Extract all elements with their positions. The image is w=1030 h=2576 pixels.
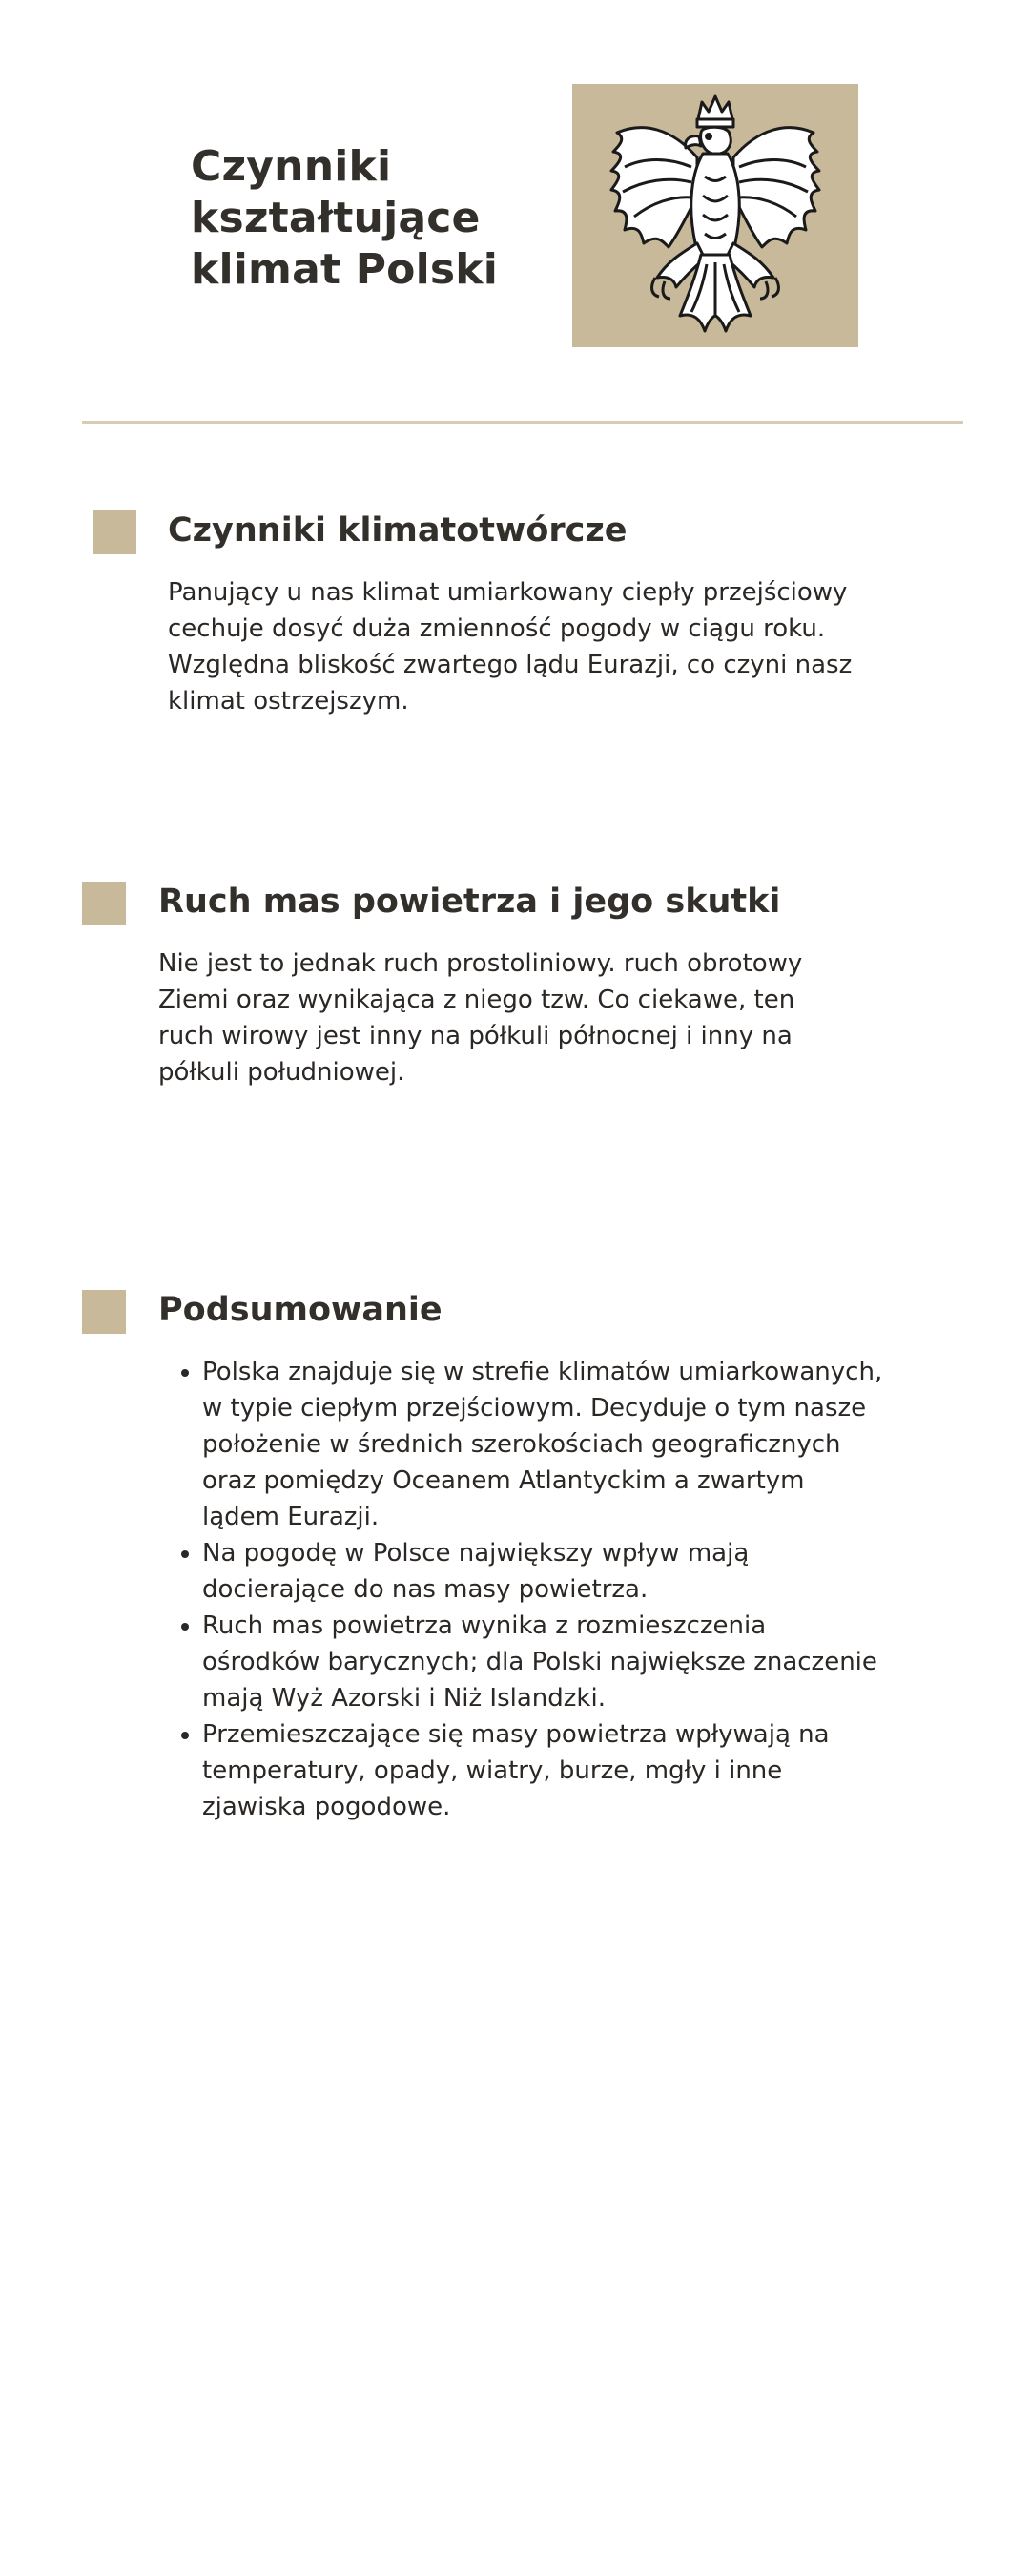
section-body: Panujący u nas klimat umiarkowany ciepły przejściowy cechuje dosyć duża zmienność pogody w ciągu roku. Względna bliskość zwartego lądu Eurazji, co czyni nasz klimat ostrzejszym. <box>168 578 853 716</box>
header-divider <box>82 421 963 424</box>
section-heading: Czynniki klimatotwórcze <box>168 511 628 550</box>
list-item: • Przemieszczające się masy powietrza wpływają na temperatury, opady, wiatry, burze, mgły i inne zjawiska pogodowe. <box>202 1716 889 1825</box>
section-marker <box>93 510 136 554</box>
list-item: • Ruch mas powietrza wynika z rozmieszczenia ośrodków barycznych; dla Polski największe znaczenie mają Wyż Azorski i Niż Islandzki. <box>202 1608 889 1716</box>
emblem-panel <box>572 84 858 347</box>
section-marker <box>82 882 126 925</box>
section-body: Nie jest to jednak ruch prostoliniowy. ruch obrotowy Ziemi oraz wynikająca z niego tzw. Co ciekawe, ten ruch wirowy jest inny na półkuli północnej i inny na półkuli południowej. <box>158 949 803 1087</box>
page-title: Czynniki kształtujące klimat Polski <box>191 142 499 294</box>
section-heading: Podsumowanie <box>158 1291 443 1329</box>
section-heading: Ruch mas powietrza i jego skutki <box>158 883 781 921</box>
list-item: • Na pogodę w Polsce największy wpływ mają docierające do nas masy powietrza. <box>202 1535 889 1608</box>
list-item: • Polska znajduje się w strefie klimatów umiarkowanych, w typie ciepłym przejściowym. Decyduje o tym nasze położenie w średnich szerokościach geograficznych oraz pomiędzy Oceanem Atlantyckim a zwartym lądem Eurazji. <box>202 1354 889 1535</box>
summary-bullet-list <box>166 1354 889 1825</box>
polish-eagle-icon <box>606 91 825 341</box>
section-marker <box>82 1290 126 1334</box>
